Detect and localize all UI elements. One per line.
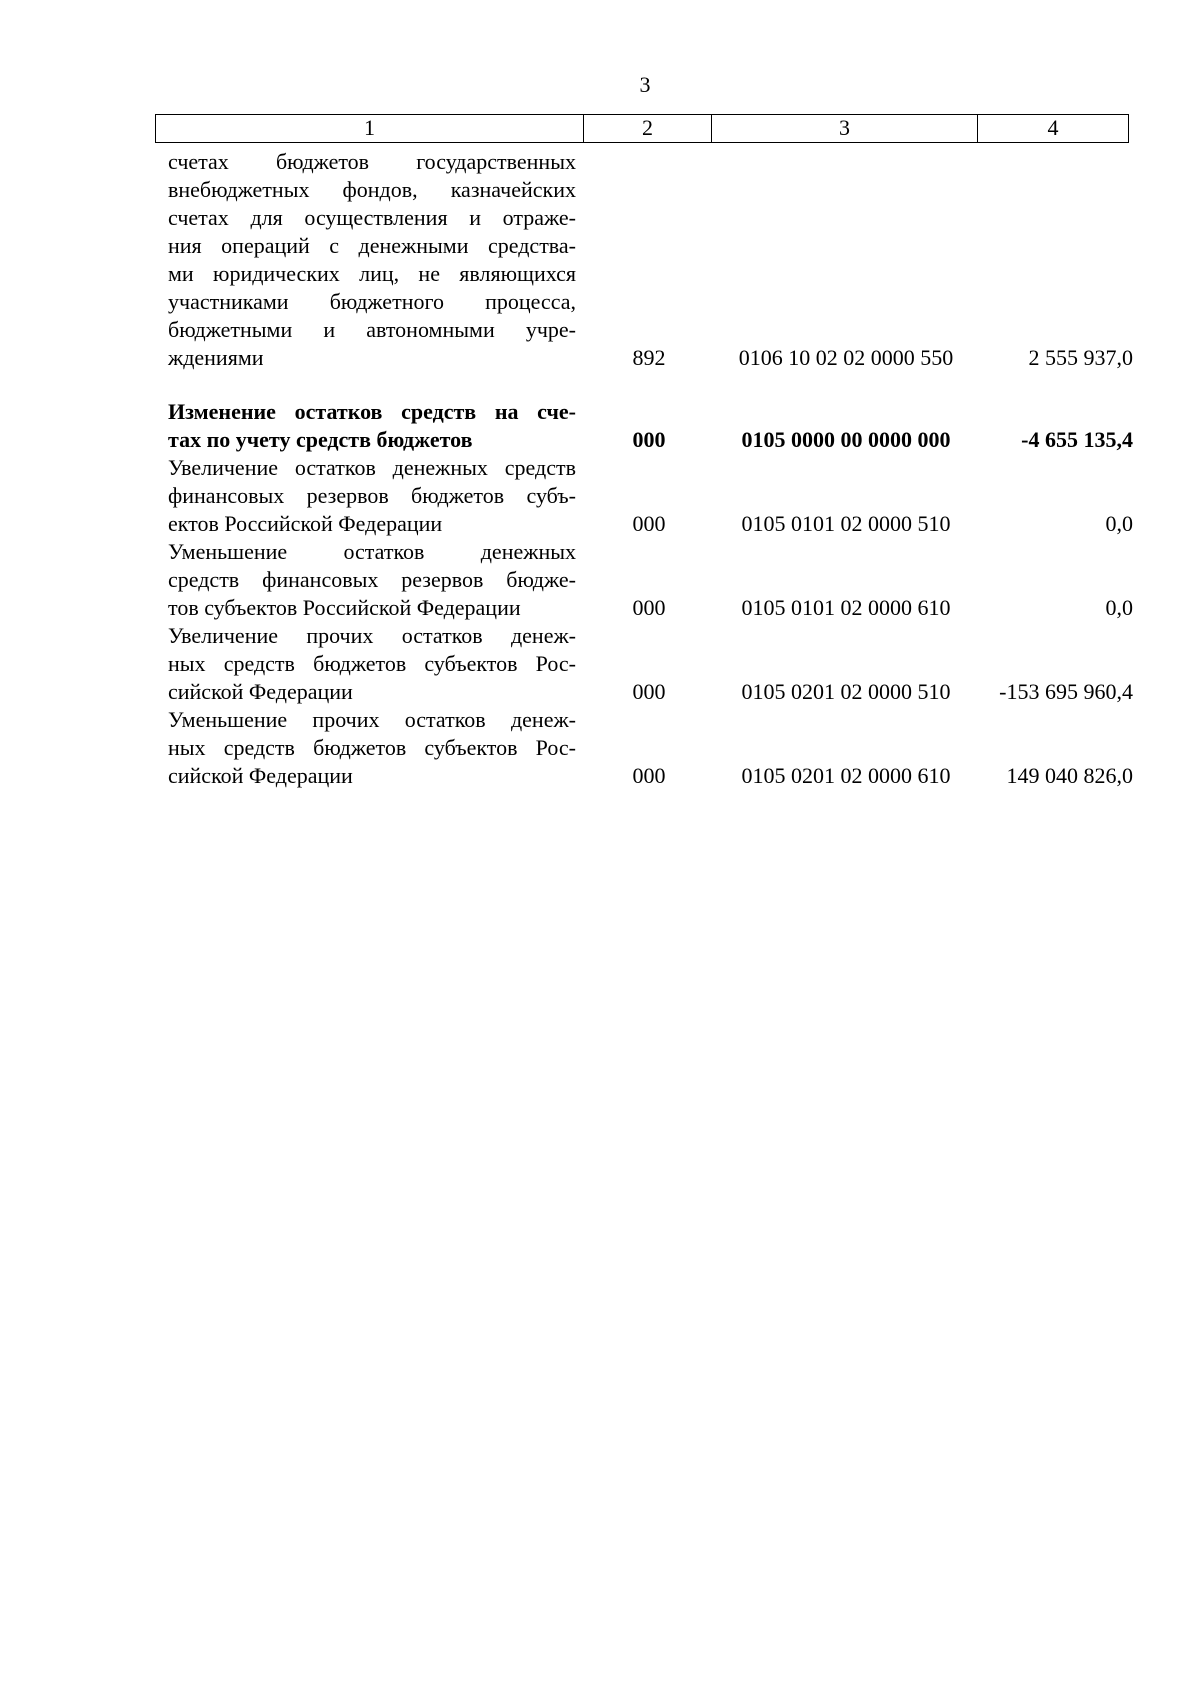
budget-classification-code: 0106 10 02 02 0000 550 bbox=[738, 345, 954, 370]
amount: 149 040 826,0 bbox=[1006, 763, 1133, 788]
description-line: сийской Федерации bbox=[168, 679, 353, 704]
description-line: Уменьшение прочих остатков денеж- bbox=[168, 707, 576, 732]
description-line: ных средств бюджетов субъектов Рос- bbox=[168, 651, 576, 676]
description-line: участниками бюджетного процесса, bbox=[168, 289, 576, 314]
description-line: средств финансовых резервов бюдже- bbox=[168, 567, 576, 592]
description-line: бюджетными и автономными учре- bbox=[168, 317, 576, 342]
description-line: Изменение остатков средств на сче- bbox=[168, 399, 576, 424]
page-number: 3 bbox=[639, 72, 651, 97]
description-line: финансовых резервов бюджетов субъ- bbox=[168, 483, 576, 508]
description-line: Увеличение прочих остатков денеж- bbox=[168, 623, 576, 648]
admin-code: 000 bbox=[632, 763, 666, 788]
row-description bbox=[168, 148, 576, 372]
description-line: счетах бюджетов государственных bbox=[168, 149, 576, 174]
description-line: тов субъектов Российской Федерации bbox=[168, 595, 521, 620]
description-line: тах по учету средств бюджетов bbox=[168, 427, 473, 452]
admin-code: 000 bbox=[632, 595, 666, 620]
budget-classification-code: 0105 0201 02 0000 610 bbox=[741, 763, 951, 788]
description-line: ми юридических лиц, не являющихся bbox=[168, 261, 576, 286]
budget-classification-code: 0105 0000 00 0000 000 bbox=[741, 427, 951, 452]
description-line: счетах для осуществления и отраже- bbox=[168, 205, 576, 230]
header-col-1: 1 bbox=[156, 115, 584, 142]
admin-code: 000 bbox=[632, 427, 666, 452]
amount: -153 695 960,4 bbox=[999, 679, 1133, 704]
row-description bbox=[168, 398, 576, 454]
description-line: ных средств бюджетов субъектов Рос- bbox=[168, 735, 576, 760]
description-line: ждениями bbox=[168, 345, 264, 370]
admin-code: 000 bbox=[632, 679, 666, 704]
amount: 0,0 bbox=[1105, 511, 1133, 536]
description-line: ектов Российской Федерации bbox=[168, 511, 443, 536]
budget-classification-code: 0105 0101 02 0000 510 bbox=[741, 511, 951, 536]
description-line: внебюджетных фондов, казначейских bbox=[168, 177, 576, 202]
description-line: Увеличение остатков денежных средств bbox=[168, 455, 576, 480]
budget-classification-code: 0105 0201 02 0000 510 bbox=[741, 679, 951, 704]
amount: 0,0 bbox=[1105, 595, 1133, 620]
row-description bbox=[168, 454, 576, 538]
row-description bbox=[168, 706, 576, 790]
amount: 2 555 937,0 bbox=[1028, 345, 1133, 370]
description-line: сийской Федерации bbox=[168, 763, 353, 788]
admin-code: 000 bbox=[632, 511, 666, 536]
description-line: ния операций с денежными средства- bbox=[168, 233, 576, 258]
budget-classification-code: 0105 0101 02 0000 610 bbox=[741, 595, 951, 620]
amount: -4 655 135,4 bbox=[1021, 427, 1133, 452]
table-header bbox=[155, 114, 1129, 143]
header-col-2: 2 bbox=[584, 115, 712, 142]
header-col-4: 4 bbox=[1047, 115, 1059, 140]
header-col-3: 3 bbox=[712, 115, 978, 142]
admin-code: 892 bbox=[632, 345, 666, 370]
row-description bbox=[168, 538, 576, 622]
description-line: Уменьшение остатков денежных bbox=[168, 539, 576, 564]
row-description bbox=[168, 622, 576, 706]
